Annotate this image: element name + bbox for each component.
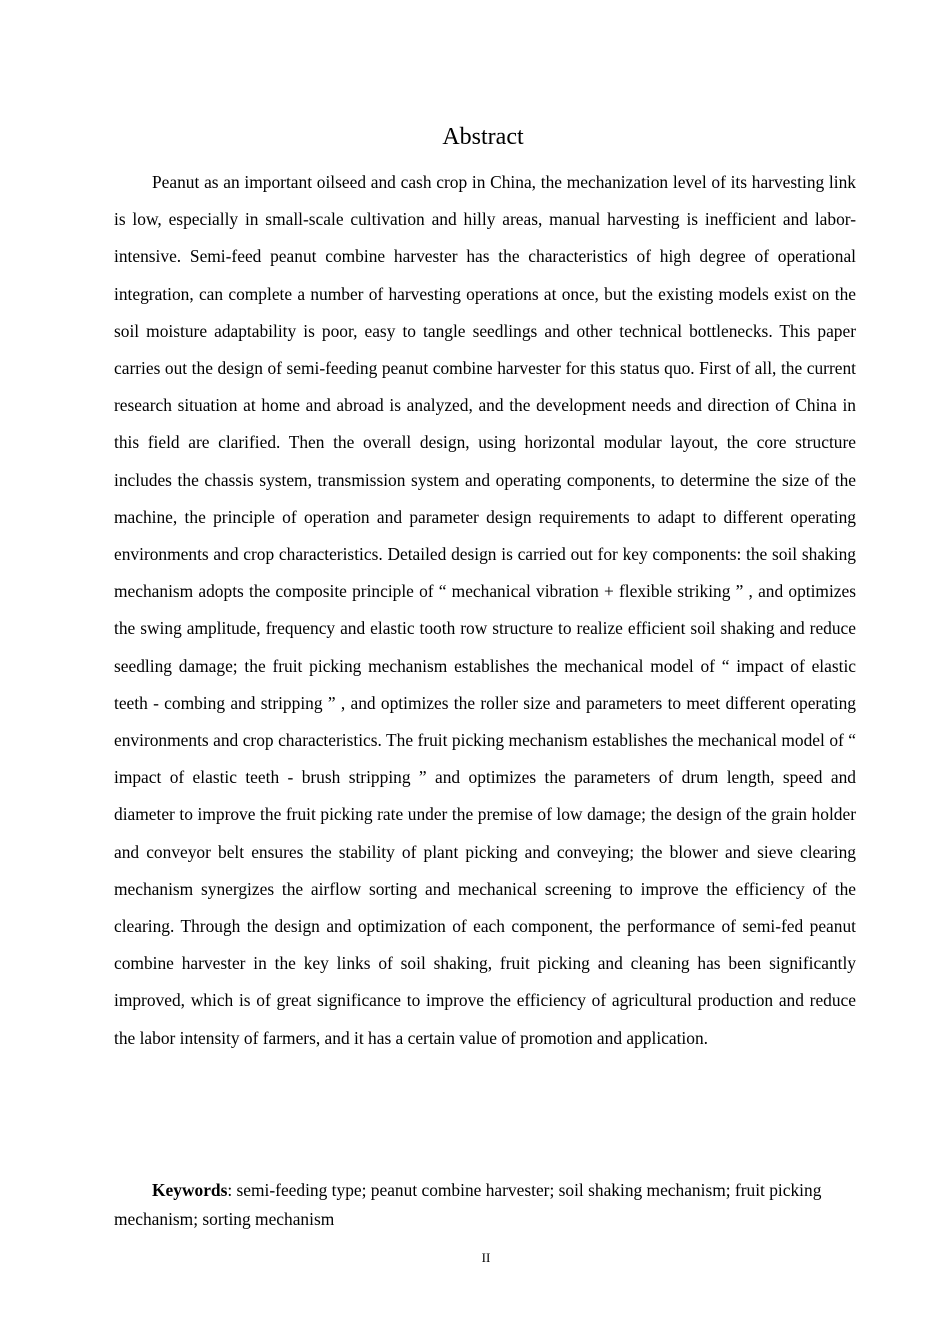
keywords-paragraph <box>114 1176 856 1234</box>
page-number: II <box>481 1250 491 1265</box>
keywords-label: Keywords <box>152 1180 228 1200</box>
keywords-text: : semi-feeding type; peanut combine harvester; soil shaking mechanism; fruit picking mechanism; sorting mechanism <box>114 1180 822 1229</box>
abstract-body: Peanut as an important oilseed and cash crop in China, the mechanization level of its harvesting link is low, especially in small-scale cultivation and hilly areas, manual harvesting is inefficient and labor-intensive. Semi-feed peanut combine harvester has the characteristics of high degree of operational integration, can complete a number of harvesting operations at once, but the existing models exist on the soil moisture adaptability is poor, easy to tangle seedlings and other technical bottlenecks. This paper carries out the design of semi-feeding peanut combine harvester for this status quo. First of all, the current research situation at home and abroad is analyzed, and the development needs and direction of China in this field are clarified. Then the overall design, using horizontal modular layout, the core structure includes the chassis system, transmission system and operating components, to determine the size of the machine, the principle of operation and parameter design requirements to adapt to different operating environments and crop characteristics. Detailed design is carried out for key components: the soil shaking mechanism adopts the composite principle of “ mechanical vibration + flexible striking ” , and optimizes the swing amplitude, frequency and elastic tooth row structure to realize efficient soil shaking and reduce seedling damage; the fruit picking mechanism establishes the mechanical model of “ impact of elastic teeth - combing and stripping ” , and optimizes the roller size and parameters to meet different operating environments and crop characteristics. The fruit picking mechanism establishes the mechanical model of “ impact of elastic teeth - brush stripping ” and optimizes the parameters of drum length, speed and diameter to improve the fruit picking rate under the premise of low damage; the design of the grain holder and conveyor belt ensures the stability of plant picking and conveying; the blower and sieve clearing mechanism synergizes the airflow sorting and mechanical screening to improve the efficiency of the clearing. Through the design and optimization of each component, the performance of semi-fed peanut combine harvester in the key links of soil shaking, fruit picking and cleaning has been significantly improved, which is of great significance to improve the efficiency of agricultural production and reduce the labor intensity of farmers, and it has a certain value of promotion and application. <box>114 172 856 1048</box>
abstract-title: Abstract <box>442 124 524 150</box>
